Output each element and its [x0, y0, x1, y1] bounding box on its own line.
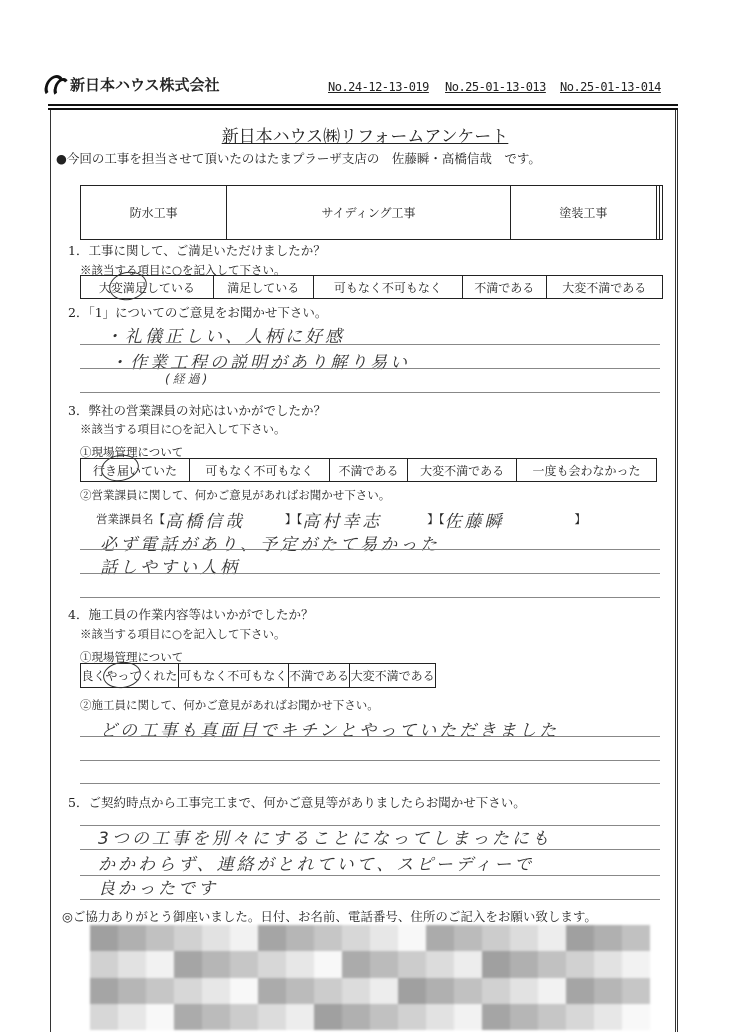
mosaic-block	[258, 925, 286, 951]
work-type-cell: サイディング工事	[227, 186, 510, 240]
q1-options	[80, 275, 663, 299]
mosaic-block	[538, 951, 566, 977]
mosaic-block	[230, 951, 258, 977]
mosaic-block	[230, 925, 258, 951]
mosaic-block	[398, 925, 426, 951]
mosaic-block	[482, 951, 510, 977]
mosaic-block	[398, 978, 426, 1004]
answer-rule	[80, 899, 660, 900]
mosaic-block	[622, 951, 650, 977]
mosaic-block	[118, 1004, 146, 1030]
answer-rule	[80, 573, 660, 574]
q3-options	[80, 458, 657, 482]
mosaic-block	[342, 951, 370, 977]
company-name: 新日本ハウス株式会社	[70, 76, 220, 94]
mosaic-block	[342, 1004, 370, 1030]
q1-instruction: ※該当する項目に○を記入して下さい。	[80, 263, 286, 277]
mosaic-block	[510, 1004, 538, 1030]
mosaic-block	[594, 978, 622, 1004]
answer-rule	[80, 825, 660, 826]
mosaic-block	[426, 1004, 454, 1030]
mosaic-block	[202, 951, 230, 977]
answer-rule	[80, 344, 660, 345]
mosaic-block	[454, 951, 482, 977]
q4-option[interactable]: 大変不満である	[350, 664, 436, 688]
q3-question: 3．弊社の営業課員の対応はいかがでしたか？	[68, 403, 326, 418]
work-type-cell: 塗装工事	[510, 186, 656, 240]
q1-option[interactable]: 満足している	[213, 276, 313, 299]
mosaic-block	[90, 1004, 118, 1030]
mosaic-block	[566, 978, 594, 1004]
staff-label: 営業課員名	[96, 512, 154, 526]
q4-option-selected[interactable]: 良くやってくれた	[81, 664, 179, 688]
q1-option[interactable]: 不満である	[463, 276, 547, 299]
mosaic-block	[230, 978, 258, 1004]
q2-answer-line: ・作業工程の説明があり解り易い	[110, 353, 410, 373]
q2-answer-note: (経過)	[165, 372, 211, 386]
q3-sub1: ①現場管理について	[80, 445, 184, 459]
mosaic-block	[482, 1004, 510, 1030]
q4-sub1: ①現場管理について	[80, 650, 184, 664]
mosaic-block	[314, 978, 342, 1004]
mosaic-block	[90, 925, 118, 951]
mosaic-block	[286, 951, 314, 977]
q1-option[interactable]: 可もなく不可もなく	[313, 276, 462, 299]
mosaic-block	[426, 951, 454, 977]
mosaic-block	[258, 978, 286, 1004]
mosaic-block	[594, 1004, 622, 1030]
mosaic-block	[594, 925, 622, 951]
staff-name: 高村幸志	[302, 511, 383, 532]
q1-option[interactable]: 大変不満である	[546, 276, 662, 299]
work-type-cell	[659, 186, 662, 240]
mosaic-block	[314, 1004, 342, 1030]
work-type-table	[80, 185, 663, 240]
mosaic-block	[482, 925, 510, 951]
redacted-personal-info	[90, 925, 650, 1030]
mosaic-block	[426, 978, 454, 1004]
staff-names-row: 営業課員名 【 高橋信哉 】【 高村幸志 】【 佐藤瞬 】	[96, 506, 656, 532]
mosaic-block	[622, 925, 650, 951]
q4-option[interactable]: 不満である	[288, 664, 350, 688]
mosaic-block	[566, 951, 594, 977]
q3-answer-line: 話しやすい人柄	[100, 558, 240, 578]
mosaic-block	[622, 1004, 650, 1030]
mosaic-block	[146, 978, 174, 1004]
page-title	[0, 122, 730, 147]
q4-options	[80, 663, 436, 688]
mosaic-block	[538, 1004, 566, 1030]
mosaic-block	[286, 978, 314, 1004]
mosaic-block	[566, 1004, 594, 1030]
q3-option[interactable]: 一度も会わなかった	[517, 459, 657, 482]
mosaic-block	[314, 925, 342, 951]
mosaic-block	[118, 925, 146, 951]
q2-answer-line: ・礼儀正しい、人柄に好感	[105, 327, 345, 347]
answer-rule	[80, 783, 660, 784]
answer-rule	[80, 849, 660, 850]
q3-option[interactable]: 可もなく不可もなく	[190, 459, 330, 482]
mosaic-block	[510, 978, 538, 1004]
mosaic-block	[510, 925, 538, 951]
mosaic-block	[146, 925, 174, 951]
mosaic-block	[174, 978, 202, 1004]
mosaic-block	[174, 1004, 202, 1030]
mosaic-block	[454, 1004, 482, 1030]
q3-instruction: ※該当する項目に○を記入して下さい。	[80, 422, 286, 436]
q5-question: 5．ご契約時点から工事完工まで、何かご意見等がありましたらお聞かせ下さい。	[68, 795, 526, 810]
answer-rule	[80, 736, 660, 737]
answer-rule	[80, 549, 660, 550]
mosaic-block	[622, 978, 650, 1004]
q3-option-selected[interactable]: 行き届いていた	[81, 459, 190, 482]
mosaic-block	[90, 978, 118, 1004]
logo-mark-icon	[45, 75, 67, 95]
mosaic-block	[510, 951, 538, 977]
staff-name: 高橋信哉	[165, 511, 245, 532]
title-text: 新日本ハウス㈱リフォームアンケート	[221, 127, 509, 147]
mosaic-block	[370, 925, 398, 951]
doc-number-3: No.25-01-13-014	[560, 80, 661, 94]
mosaic-block	[174, 951, 202, 977]
answer-rule	[80, 392, 660, 393]
doc-number-1: No.24-12-13-019	[328, 80, 429, 94]
answer-rule	[80, 597, 660, 598]
mosaic-block	[566, 925, 594, 951]
closing-text: ◎ご協力ありがとう御座いました。日付、お名前、電話番号、住所のご記入をお願い致します。	[62, 909, 597, 924]
mosaic-block	[118, 951, 146, 977]
mosaic-block	[482, 978, 510, 1004]
mosaic-block	[370, 1004, 398, 1030]
mosaic-block	[454, 925, 482, 951]
mosaic-block	[202, 925, 230, 951]
mosaic-block	[314, 951, 342, 977]
q4-option[interactable]: 可もなく不可もなく	[178, 664, 288, 688]
q4-instruction: ※該当する項目に○を記入して下さい。	[80, 627, 286, 641]
q3-option[interactable]: 大変不満である	[408, 459, 517, 482]
mosaic-block	[342, 978, 370, 1004]
mosaic-block	[230, 1004, 258, 1030]
q1-question: 1．工事に関して、ご満足いただけましたか？	[68, 243, 326, 258]
answer-rule	[80, 760, 660, 761]
q2-question: 2．「1」についてのご意見をお聞かせ下さい。	[68, 305, 328, 320]
mosaic-block	[146, 1004, 174, 1030]
mosaic-block	[90, 951, 118, 977]
mosaic-block	[538, 925, 566, 951]
q5-answer-line: 3つの工事を別々にすることになってしまったにも	[98, 829, 552, 849]
mosaic-block	[370, 978, 398, 1004]
doc-number-2: No.25-01-13-013	[445, 80, 546, 94]
q3-option[interactable]: 不満である	[329, 459, 407, 482]
answer-rule	[80, 875, 660, 876]
staff-name: 佐藤瞬	[444, 511, 505, 532]
mosaic-block	[118, 978, 146, 1004]
q5-answer-line: 良かったです	[98, 879, 218, 899]
q3-sub2: ②営業課員に関して、何かご意見があればお聞かせ下さい。	[80, 488, 391, 502]
mosaic-block	[398, 1004, 426, 1030]
mosaic-block	[202, 1004, 230, 1030]
q4-sub2: ②施工員に関して、何かご意見があればお聞かせ下さい。	[80, 698, 379, 712]
mosaic-block	[202, 978, 230, 1004]
mosaic-block	[594, 951, 622, 977]
company-logo	[45, 74, 220, 95]
mosaic-block	[258, 951, 286, 977]
mosaic-block	[538, 978, 566, 1004]
mosaic-block	[426, 925, 454, 951]
work-type-cell: 防水工事	[81, 186, 227, 240]
mosaic-block	[398, 951, 426, 977]
q5-answer-line: かかわらず、連絡がとれていて、スピーディーで	[98, 855, 535, 875]
mosaic-block	[174, 925, 202, 951]
mosaic-block	[454, 978, 482, 1004]
mosaic-block	[286, 925, 314, 951]
mosaic-block	[370, 951, 398, 977]
selection-circle	[101, 659, 142, 690]
mosaic-block	[146, 951, 174, 977]
q4-answer-line: どの工事も真面目でキチンとやっていただきました	[100, 721, 560, 741]
q3-answer-line: 必ず電話があり、予定がたて易かった	[100, 535, 440, 555]
q4-question: 4．施工員の作業内容等はいかがでしたか？	[68, 607, 314, 622]
mosaic-block	[286, 1004, 314, 1030]
q1-option-selected[interactable]: 大変満足している	[81, 276, 214, 299]
mosaic-block	[258, 1004, 286, 1030]
mosaic-block	[342, 925, 370, 951]
intro-text: ●今回の工事を担当させて頂いたのはたまプラーザ支店の 佐藤瞬・高橋信哉 です。	[56, 151, 541, 166]
answer-rule	[80, 368, 660, 369]
